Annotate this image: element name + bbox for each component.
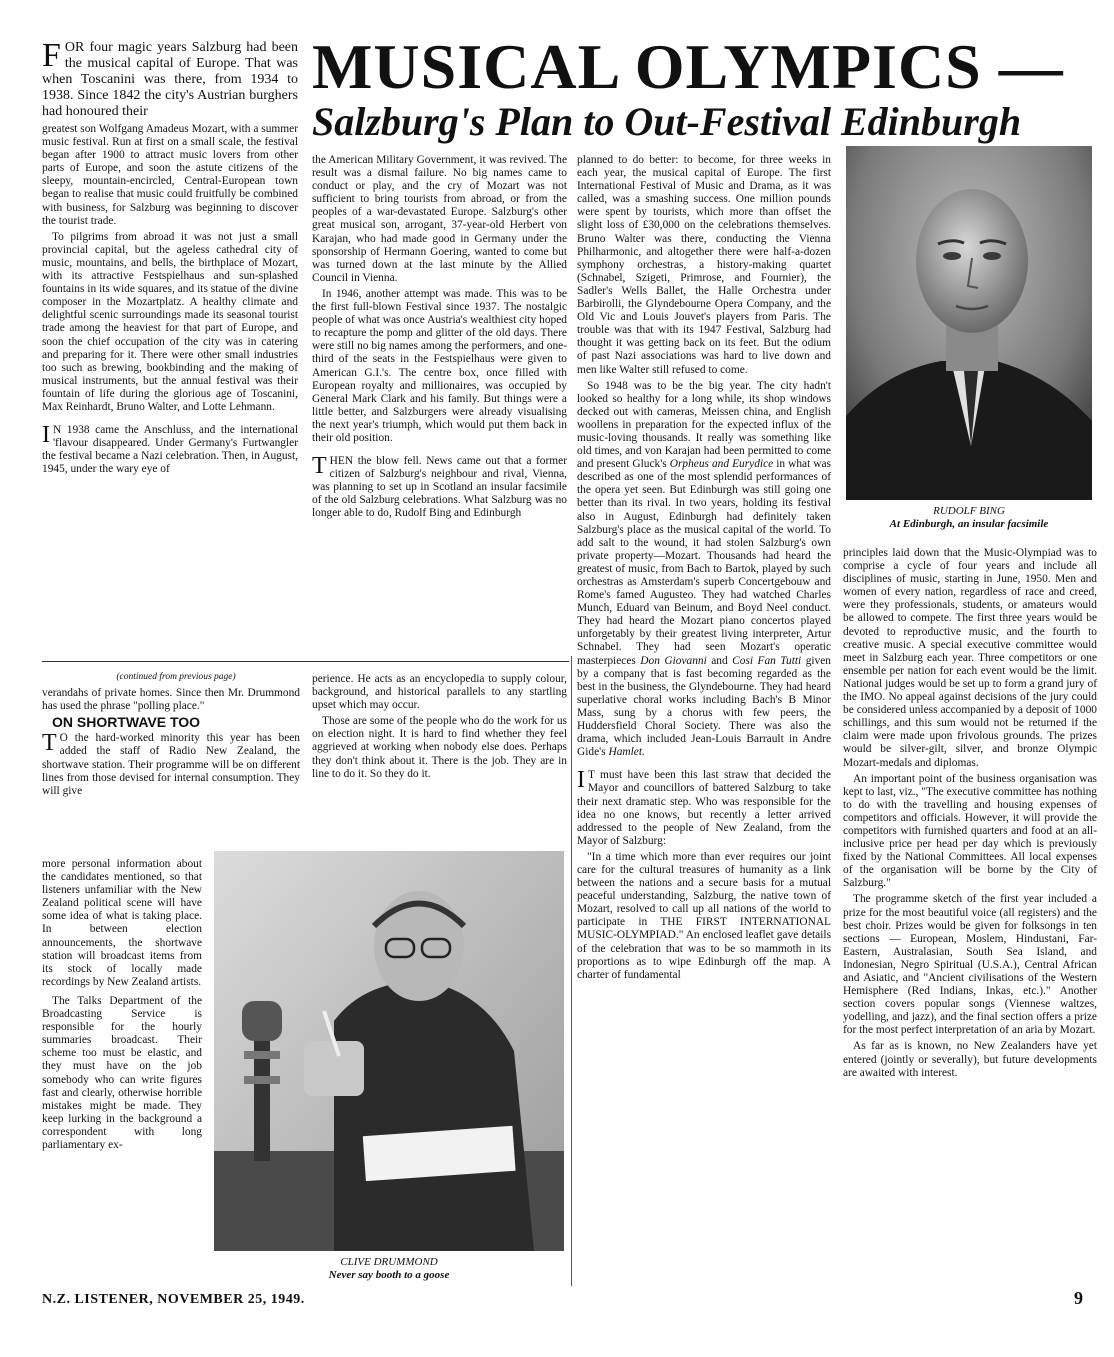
drummond-caption-name: CLIVE DRUMMOND — [340, 1256, 438, 1268]
column-rule — [571, 656, 572, 1286]
col3-paragraph-2: So 1948 was to be the big year. The city hadn't looked so healthy for a long while, its shop windows decked out with cameras, Meissen china, and English woollens in preparation for the expected influx of the music-loving thousands. It really was something like old times, and von Karajan had been permitted to come and present Gluck's — [577, 379, 831, 471]
col2-paragraph-3: HEN the blow fell. News came out that a former citizen of Salzburg's neighbour and rival, Vienna, was planning to set up in Scotland an insular facsimile of the old Salzburg celebrations. What Salzburg was no longer able to do, Rudolf Bing and Edinburgh — [312, 455, 567, 520]
section-divider — [42, 661, 569, 662]
column-3: planned to do better: to become, for three weeks in each year, the musical capital of Europe. The first International Festival of Music and Drama, as it was called, was a smashing success. One million pounds were spent by tourists, which more than offset the slight loss of £30,000 on the celebrations themselves. Bruno Walter was there, conducting the Vienna Philharmonic, and altogether there were half-a-dozen symphony orchestras, a history-making quartet (Schnabel, Szigeti, Primrose, and Fournier), the Sadler's Wells Ballet, the Halle Orchestra under Barbirolli, the Glyndebourne Opera Company, and the Old Vic and Louis Jouvet's players from Paris. The trouble was that with its 1947 Festival, Salzburg had thought it was getting back on its feet. But the odium of past Nazi associations was hard to live down and men like Walter still refused to come. So 1948 was to be the big year. The city hadn't looked so healthy for a long while, its shop windows decked out with cameras, Meissen china, and English woollens in preparation for the expected influx of the music-loving thousands. It really was something like old times, and von Karajan had been permitted to come and present Gluck's Orpheus and Eurydice in what was described as one of the most splendid performances of the opera yet seen. But Edinburgh was still going one better than its rival. In two years, holding its festival also in August, Edinburgh had definitely taken Salzburg's place as the musical capital of the world. To add salt to the wound, it had stolen Salzburg's own private property—Mozart. Thousands had heard the greatest of music, from Bach to Bartok, played by such orchestras as Amsterdam's superb Concertgebouw and Rome's famed Augusteo. They had watched Charles Munch, Eduard van Beinum, and Boyd Neel conduct. They had heard the Mozart piano concertos played unforgetably by their greatest living interpreter, Artur Schnabel. They had seen Mozart's operatic masterpieces Don Giovanni and Cosi Fan Tutti given by a company that is fast becoming regarded as the best in the business, the Glyndebourne. They had heard superlative choral works including Bach's B Minor Mass, sung by a chorus with few peers, the Huddersfield Choral Society. There was also the drama, which included Jean-Louis Barrault in Andre Gide's Hamlet. I T must have been this last straw that decided the Mayor and councillors of battered Salzburg to take their next dramatic step. Who was responsible for the idea no one knows, but recently a letter arrived addressed to the people of New Zealand, from the Mayor of Salzburg: "In a time which more than ever requires our joint care for the cultural treasures of humanity as a link between the nations and a secure basis for a mutual peaceful understanding, Salzburg, the native town of Mozart, resolved to call up all nations of the world to participate in THE FIRST INTERNATIONAL MUSIC-OLYMPIAD." An enclosed leaflet gave details of the celebration that was to be so mammoth in its proportions as to wipe Edinburgh off the map. A charter of fundamental — [577, 154, 831, 981]
dropcap-t2: T — [42, 730, 57, 757]
col2-paragraph-2: In 1946, another attempt was made. This was to be the first full-blown Festival since 1937. The nostalgic people of what was once Austria's wealthiest city hoped to recapture the pomp and glitter of the old days. There were still no big names among the performers, and one-third of the seats in the Festspielhaus were given to American G.I.'s. The centre box, once filled with European royalty and millionaires, was occupied by General Mark Clark and his family. But things were a little better, and Salzburgers were already visualising the next year's triumph, which would put them back in their old position. — [312, 287, 567, 444]
drummond-illustration — [214, 851, 564, 1251]
opera-title-cosi: Cosi Fan Tutti — [732, 654, 802, 667]
lower-left-narrow — [42, 858, 202, 1155]
lower-middle-paragraph-2: Those are some of the people who do the work for us on election night. It is hard to find whether they feel aggrieved at working when nobody else does. Perhaps they don't think about it. There is the job. They are in line to do it. So they do it. — [312, 715, 567, 780]
dropcap-t: T — [312, 453, 327, 480]
bing-caption — [846, 505, 1092, 531]
page-number: 9 — [1074, 1288, 1083, 1308]
col1-paragraph-2: To pilgrims from abroad it was not just a small provincial capital, but the ageless cathedral city of music, mountains, and bells, the birthplace of Mozart, with its attractive Festspielhaus and sun-splashed fountains in its wide squares, and its statue of the divine composer in the Mozartplatz. A healthy climate and delightful scenic surroundings made its seasonal tourist trade among the heaviest for that part of Europe, and soon the chief occupation of the city was in catering and preparing for it. There were other small industries too such as brewing, bookbinding and the making of musical instruments, but the annual festival was their fountain of life during the glorious age of Toscanini, Max Reinhardt, Bruno Walter, and Lotte Lehmann. — [42, 230, 298, 413]
opera-title-orpheus: Orpheus and Eurydice — [669, 458, 774, 471]
lower-left-paragraph-2b: more personal information about the candidates mentioned, so that listeners unfamiliar with the New Zealand political scene will have some idea of what is taking place. In between election announcements, the shortwave station will broadcast items from its stock of locally made recordings by New Zealand artists. — [42, 858, 202, 988]
lower-left-paragraph-1: verandahs of private homes. Since then Mr. Drummond has used the phrase "polling place." — [42, 687, 300, 713]
continued-note: (continued from previous page) — [116, 672, 236, 682]
col4-paragraph-3: The programme sketch of the first year included a prize for the most beautiful voice (all registers) and the best choir. Prizes would be given for folksongs in ten sections — European, Moslem, Hindustani, Far-Eastern, Australasian, South Sea Island, and Indonesian, Negro Spiritual (U.S.A.), Central African and Asiatic, and "Ancient civilisations of the Western Hemisphere (Red Indians, Inkas, etc.)." Another section covers popular songs (Viennese waltzes, yodelling, and jazz), and the final section offers a prize for the most perfect interpretation of an aria by Mozart. — [843, 893, 1097, 1037]
column-2 — [312, 154, 567, 524]
col2-paragraph-1: the American Military Government, it was revived. The result was a dismal failure. No big names came to conduct or play, and the cry of Mozart was not sufficient to bring tourists from abroad, or from the peoples of a war-devastated Europe. Salzburg's other great musical son, arrogant, 37-year-old Herbert von Karajan, who had made good in Germany under the sponsorship of Hermann Goering, wanted to come but was turned down at the last minute by the Allied Council in Vienna. — [312, 154, 567, 284]
dropcap-it: I — [577, 767, 585, 794]
bing-caption-text: At Edinburgh, an insular facsimile — [889, 518, 1049, 530]
section-heading: ON SHORTWAVE TOO — [52, 714, 201, 731]
col3-paragraph-1: planned to do better: to become, for three weeks in each year, the musical capital of Europe. The first International Festival of Music and Drama, as it was called, was a smashing success. One million pounds were spent by tourists, which more than offset the slight loss of £30,000 on the celebrations themselves. Bruno Walter was there, conducting the Vienna Philharmonic, and altogether there were half-a-dozen symphony orchestras, a history-making quartet (Schnabel, Szigeti, Primrose, and Fournier), the Sadler's Wells Ballet, the Halle Orchestra under Barbirolli, the Glyndebourne Opera Company, and the Old Vic and Louis Jouvet's players from Paris. The trouble was that with its 1947 Festival, Salzburg had thought it was getting back on its feet. But the odium of past Nazi associations was hard to live down and men like Walter still refused to come. — [577, 154, 831, 376]
column-4 — [843, 547, 1097, 1083]
col3-paragraph-4: "In a time which more than ever requires our joint care for the cultural treasures of humanity as a link between the nations and a secure basis for a mutual peaceful understanding, Salzburg, the native town of Mozart, resolved to call up all nations of the world to participate in THE FIRST INTERNATIONAL MUSIC-OLYMPIAD." An enclosed leaflet gave details of the celebration that was to be so mammoth in its proportions as to wipe Edinburgh off the map. A charter of fundamental — [577, 850, 831, 981]
publication-footer: N.Z. LISTENER, NOVEMBER 25, 1949. — [42, 1292, 305, 1307]
drummond-caption — [214, 1256, 564, 1282]
portrait-illustration — [846, 146, 1092, 500]
drummond-caption-text: Never say booth to a goose — [328, 1269, 450, 1281]
col4-paragraph-2: An important point of the business organisation was kept to last, viz., "The executive committee has nothing to do with the travelling and housing expenses of competitors and officials. However, it will provide the competitors with furnished quarters and food at an all-inclusive price per head per day which is previously fixed by the National Committees. All local expenses of the organisation will be borne by the City of Salzburg." — [843, 772, 1097, 890]
clive-drummond-photo — [214, 851, 564, 1251]
bing-caption-name: RUDOLF BING — [933, 505, 1005, 517]
headline: MUSICAL OLYMPICS — — [312, 31, 1064, 102]
dropcap-f: F — [42, 37, 61, 74]
rudolf-bing-photo — [846, 146, 1092, 500]
lower-left-paragraph-2a: O the hard-worked minority this year has been added the staff of Radio New Zealand, the shortwave station. Their programme will be on different lines from those devised for internal consumption. They will give — [42, 732, 300, 797]
col3-paragraph-3: T must have been this last straw that decided the Mayor and councillors of battered Salzburg to take their next dramatic step. Who was responsible for the idea no one knows, but recently a letter arrived addressed to the people of New Zealand, from the Mayor of Salzburg: — [577, 769, 831, 847]
lower-middle-paragraph-1: perience. He acts as an encyclopedia to supply colour, background, and historical parallels to any startling upset which may occur. — [312, 673, 567, 712]
col1-paragraph-1: greatest son Wolfgang Amadeus Mozart, with a summer music festival. Run at first on a small scale, the festival began after 1900 to attract music lovers from other parts of Europe, and soon the astute citizens of the sleepy, mountain-encircled, Central-European town began to realise that music could fruitfully be combined with business, for Salzburg was beginning to discover the tourist trade. — [42, 123, 298, 227]
play-title-hamlet: Hamlet. — [608, 746, 645, 759]
lower-middle-column — [312, 673, 567, 784]
lower-left-paragraph-3: The Talks Department of the Broadcasting Service is responsible for the hourly summaries broadcast. Their scheme too must be elastic, and they must have on the job somebody who can write figures fast and clearly, otherwise horrible mistakes might be made. They keep lurking in the background a correspondent with long parliamentary ex- — [42, 994, 202, 1151]
opera-title-don-giovanni: Don Giovanni — [640, 654, 707, 667]
col4-paragraph-4: As far as is known, no New Zealanders have yet entered (jointly or severally), but future developments are awaited with interest. — [843, 1040, 1097, 1079]
lead-paragraph: OR four magic years Salzburg had been the musical capital of Europe. That was when Toscanini was there, from 1934 to 1938. Since 1842 the city's Austrian burghers had honoured their — [42, 40, 298, 119]
subheadline: Salzburg's Plan to Out-Festival Edinburgh — [312, 99, 1022, 144]
lower-left-column — [42, 671, 300, 801]
col4-paragraph-1: principles laid down that the Music-Olympiad was to comprise a cycle of four years and include all disciplines of music, starting in June, 1950. Men and women of every nation, regardless of race and creed, were they professionals, students, or amateurs would be allowed to compete. The first three years would be devoted to reproductive music, and the fourth to creative music. A special executive committee would meet in Salzburg each year. Three competitors or one ensemble per nation for each event would be the limit. National judges would be set up to form a grand jury of the IMO. No appeal against decisions of the jury could be considered unless accompanied by a deposit of 1000 schillings, and this sum would not be returned if the claim were made upon frivolous grounds. The prizes would be silver-gilt, silver, and bronze Olympic Mozart-medals and diplomas. — [843, 547, 1097, 769]
dropcap-i: I — [42, 422, 50, 449]
column-1 — [42, 37, 298, 479]
col1-paragraph-3: N 1938 came the Anschluss, and the international 'flavour disappeared. Under Germany's Furtwangler the festival became a Nazi celebration. Then, in August, 1945, under the wary eye of — [42, 424, 298, 476]
